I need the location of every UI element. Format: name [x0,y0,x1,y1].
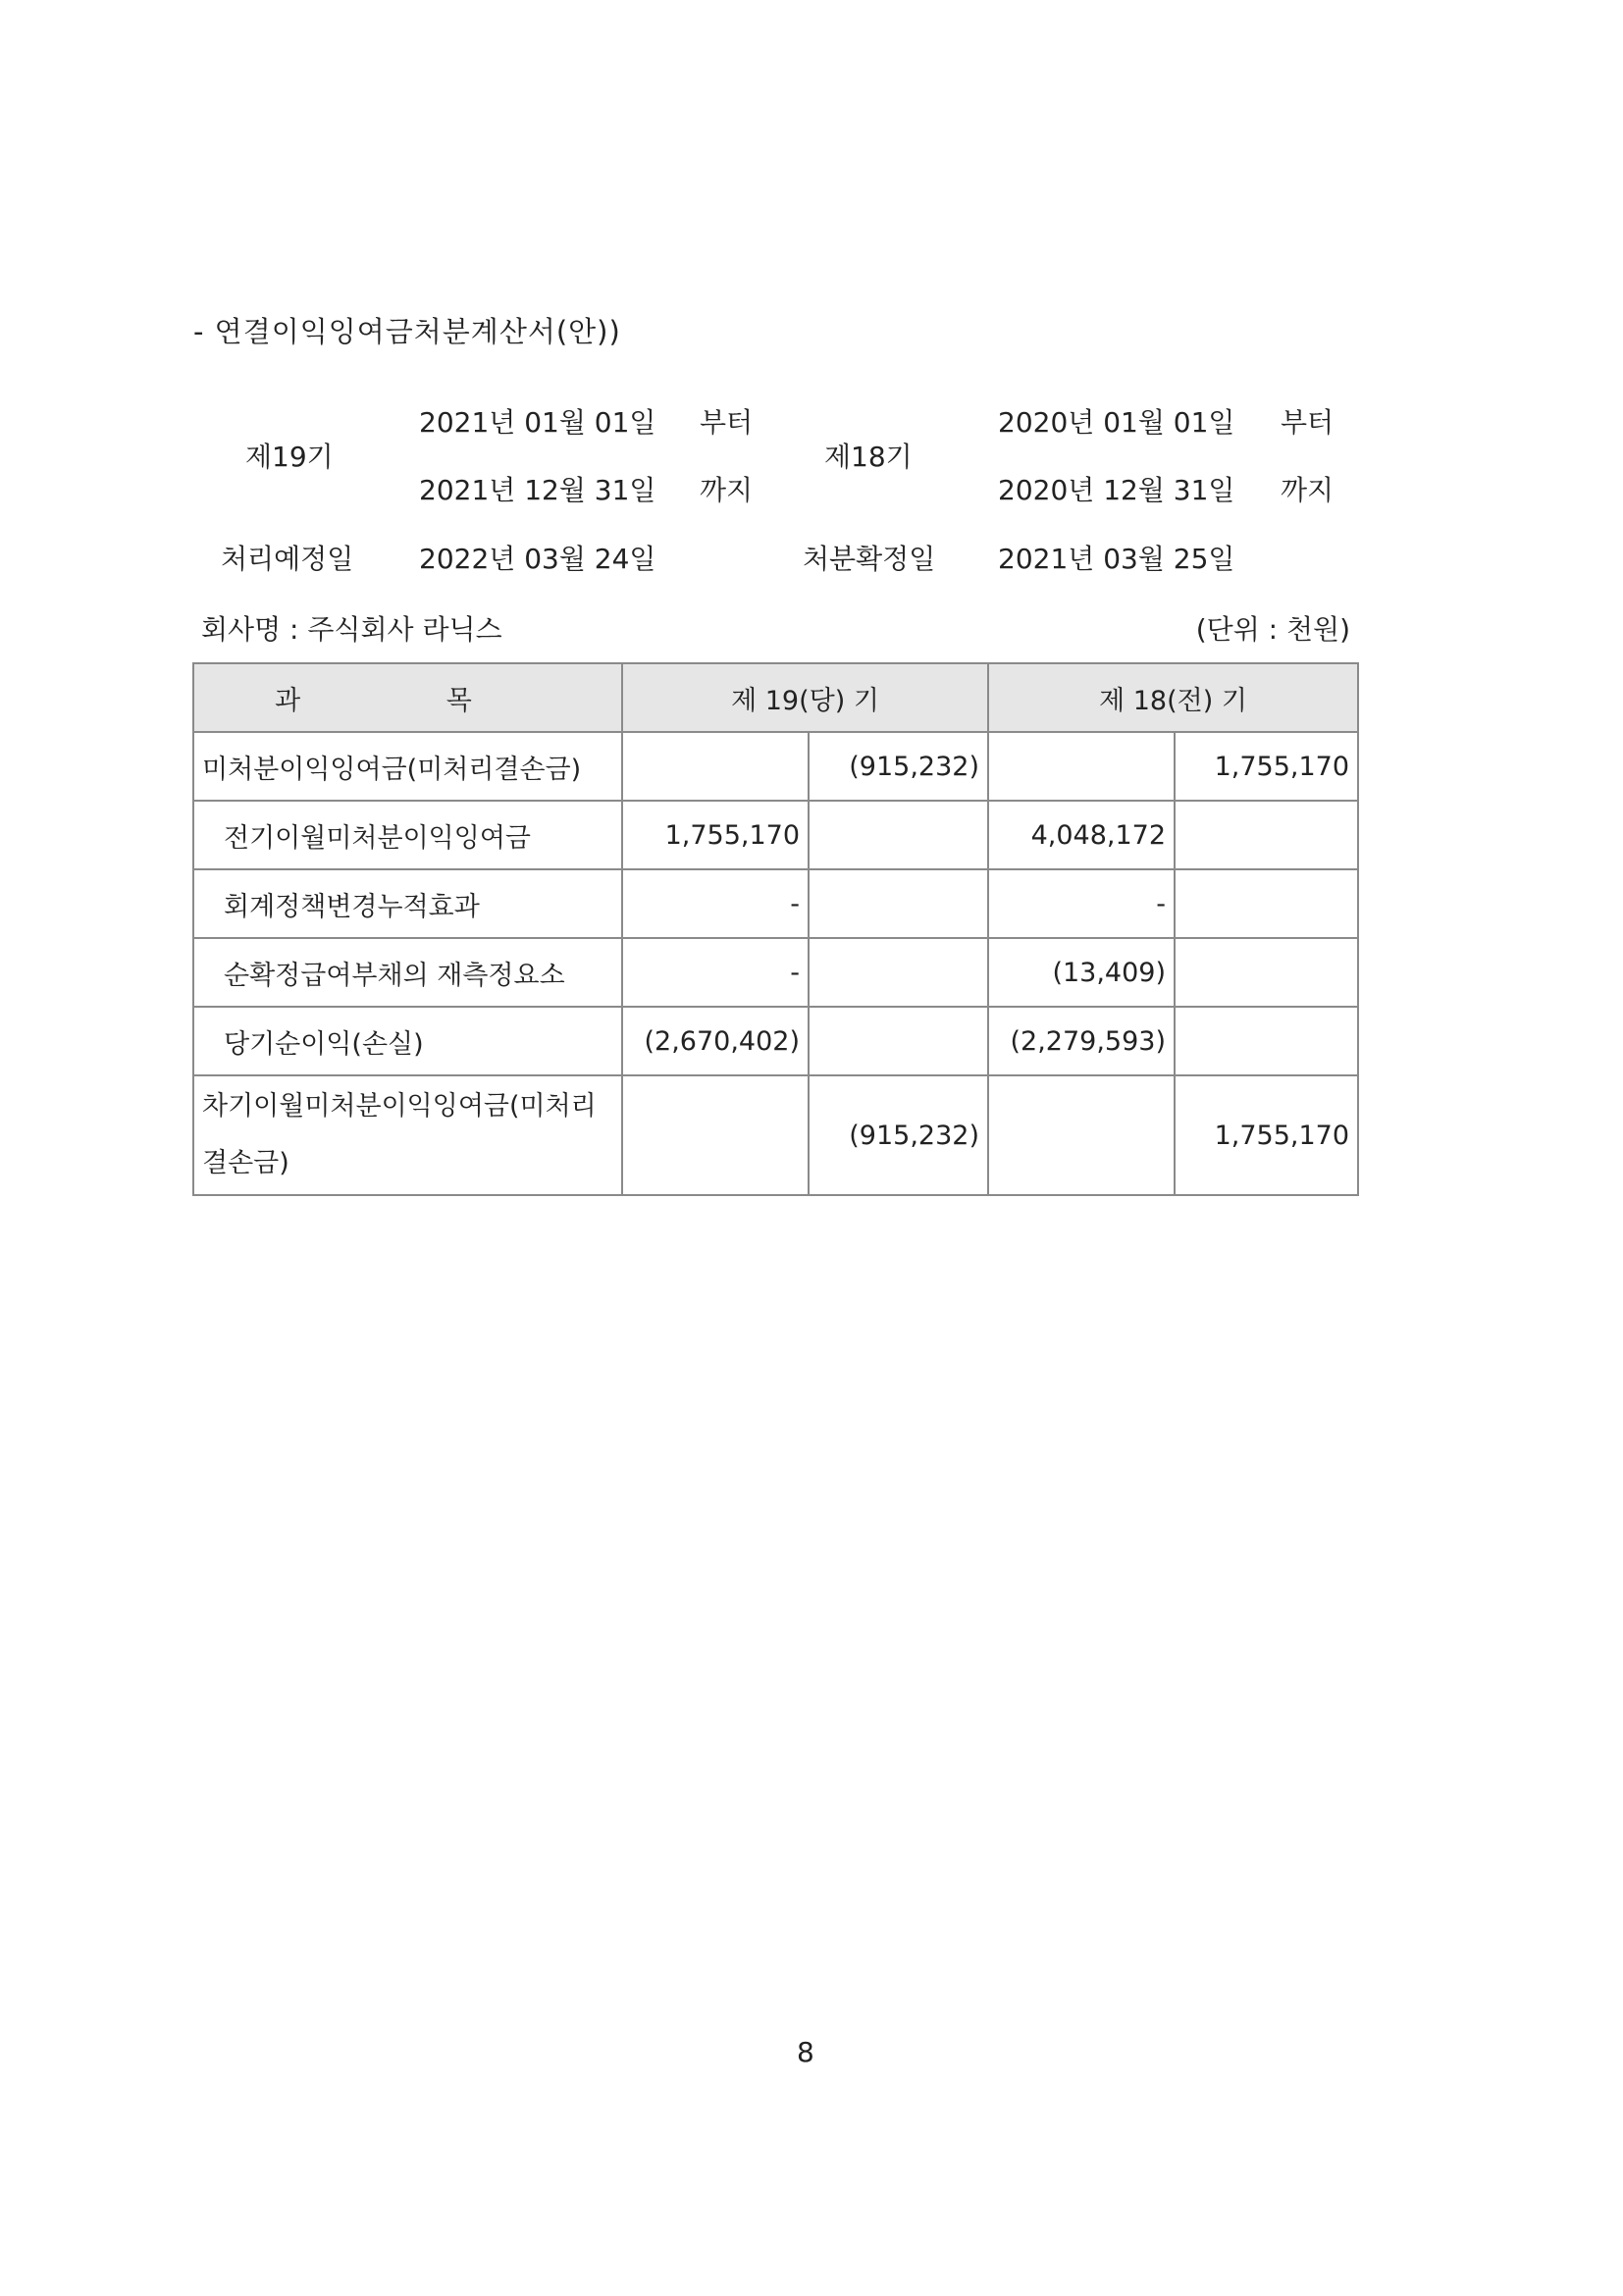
document-title: - 연결이익잉여금처분계산서(안)) [193,315,621,348]
current-period-to: 2021년 12월 31일 [419,474,656,506]
unit-label: (단위 : 천원) [1195,613,1350,646]
cell-c19a [622,1075,809,1195]
cell-c19b: (915,232) [809,1075,988,1195]
table-row [193,938,1358,1007]
cell-c18a: (13,409) [988,938,1175,1007]
row-label: 회계정책변경누적효과 [193,869,622,938]
cell-c19b [809,938,988,1007]
current-period-label: 제19기 [245,441,334,473]
prior-period-to-suffix: 까지 [1281,474,1335,506]
cell-c18a: (2,279,593) [988,1007,1175,1075]
cell-c19b: (915,232) [809,732,988,801]
cell-c19a: - [622,869,809,938]
table-header-row [193,663,1358,732]
company-name: 회사명 : 주식회사 라닉스 [201,613,502,646]
row-label: 미처분이익잉여금(미처리결손금) [193,732,622,801]
cell-c18a [988,732,1175,801]
page-number: 8 [797,2036,814,2068]
cell-c19a [622,732,809,801]
prior-period-label: 제18기 [824,441,913,473]
cell-c19b [809,1007,988,1075]
cell-c19a: - [622,938,809,1007]
table-row [193,801,1358,869]
cell-c18b [1175,1007,1358,1075]
header-current-period: 제 19(당) 기 [622,663,988,732]
header-account: 과 목 [193,663,622,732]
row-label: 차기이월미처분이익잉여금(미처리결손금) [193,1075,622,1195]
cell-c18b: 1,755,170 [1175,1075,1358,1195]
cell-c19b [809,869,988,938]
row-label: 순확정급여부채의 재측정요소 [193,938,622,1007]
current-period-from-suffix: 부터 [700,406,754,439]
table-row [193,869,1358,938]
cell-c18a [988,1075,1175,1195]
header-prior-period: 제 18(전) 기 [988,663,1358,732]
confirmed-date: 2021년 03월 25일 [998,543,1235,575]
current-period-from: 2021년 01월 01일 [419,406,656,439]
prior-period-from-suffix: 부터 [1281,406,1335,439]
row-label: 전기이월미처분이익잉여금 [193,801,622,869]
cell-c18a: 4,048,172 [988,801,1175,869]
cell-c19a: 1,755,170 [622,801,809,869]
retained-earnings-table [192,662,1359,1196]
current-period-to-suffix: 까지 [700,474,754,506]
cell-c18b [1175,938,1358,1007]
cell-c19b [809,801,988,869]
table-row [193,732,1358,801]
prior-period-to: 2020년 12월 31일 [998,474,1235,506]
cell-c18b: 1,755,170 [1175,732,1358,801]
cell-c18b [1175,869,1358,938]
row-label: 당기순이익(손실) [193,1007,622,1075]
cell-c18a: - [988,869,1175,938]
table-row [193,1075,1358,1195]
table-row [193,1007,1358,1075]
confirmed-date-label: 처분확정일 [803,543,936,575]
cell-c19a: (2,670,402) [622,1007,809,1075]
scheduled-date: 2022년 03월 24일 [419,543,656,575]
prior-period-from: 2020년 01월 01일 [998,406,1235,439]
scheduled-date-label: 처리예정일 [221,543,354,575]
cell-c18b [1175,801,1358,869]
